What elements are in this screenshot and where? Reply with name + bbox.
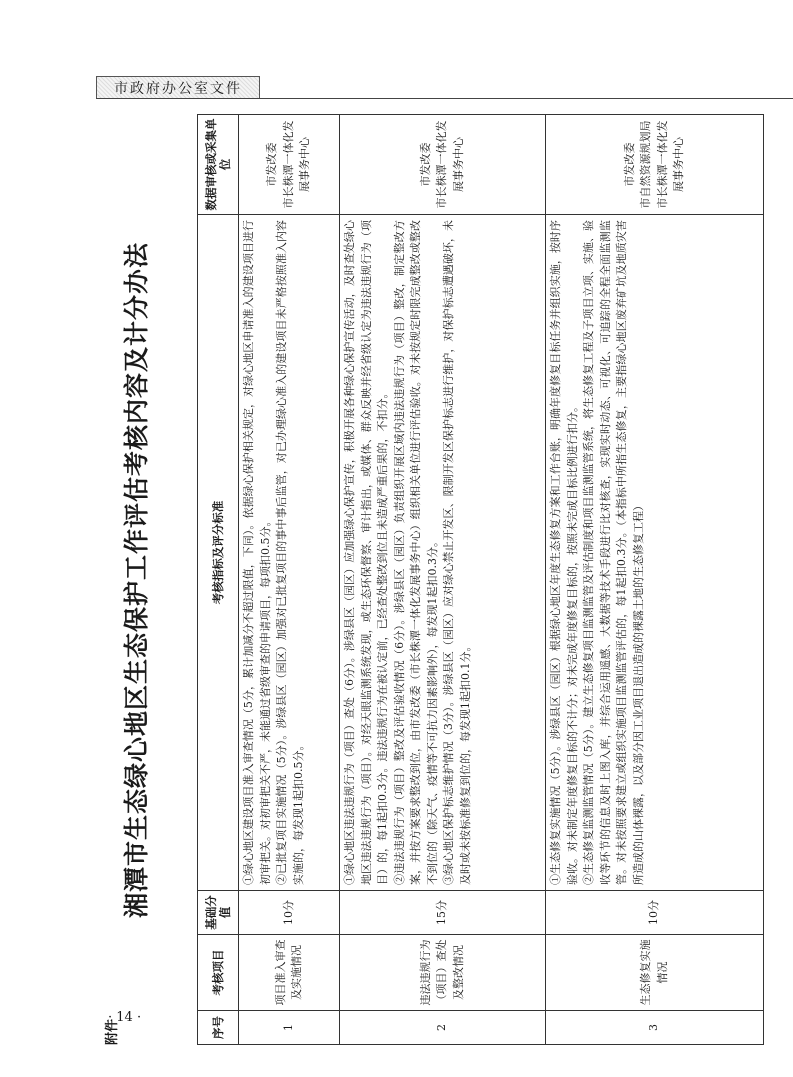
criterion-text: ②已批复项目实施情况（5分）。涉绿县区（园区）加强对已批复项目的事中事后监管，对已办理绿心准入的建设项目未严格按照准入内容实施的，每发现1起扣0.5分。 bbox=[275, 220, 305, 885]
row-unit: 市发改委 市长株潭一体化发展事务中心 bbox=[239, 115, 340, 215]
page-number: · 14 · bbox=[108, 1010, 142, 1025]
rotated-annex-page bbox=[101, 115, 713, 1045]
row-item: 项目准入审查及实施情况 bbox=[239, 935, 340, 1011]
row-item: 违法违规行为（项目）查处及整改情况 bbox=[340, 935, 546, 1011]
row-score: 10分 bbox=[546, 891, 764, 935]
header-rule bbox=[96, 98, 793, 99]
criterion-text: ①绿心地区违法违规行为（项目）查处（6分）。涉绿县区（园区）应加强绿心保护宣传，积极开展各种绿心保护宣传活动，及时查处绿心地区违法违规行为（项目）。对经天眼监测系统发现，或生态环保督察、审计指出，或媒体、群众反映并经省级认定为违法违规行为（项目）的，每1起扣0.3分。违法违规行为在被认定前，已经查处整改到位且未造成严重后果的，不扣分。 bbox=[343, 220, 389, 885]
row-criteria bbox=[340, 215, 546, 891]
criterion-text: ①绿心地区建设项目准入审查情况（5分，累计加减分不超过限值，下同）。依据绿心保护相关规定，对绿心地区申请准入的建设项目进行初审把关。对初审把关不严，未能通过省级审查的申请项目，每项扣0.5分。 bbox=[242, 220, 272, 885]
row-index: 3 bbox=[546, 1011, 764, 1045]
row-index: 1 bbox=[239, 1011, 340, 1045]
annex-label: 附件 bbox=[105, 1018, 120, 1045]
row-unit: 市发改委 市自然资源规划局 市长株潭一体化发展事务中心 bbox=[546, 115, 764, 215]
criterion-text: ②违法违规行为（项目）整改及评估验收情况（6分）。涉绿县区（园区）负责组织开展区域内违法违规行为（项目）整改，制定整改方案，并按方案要求整改到位，由市发改委（市长株潭一体化发展事务中心）组织相关单位进行评估验收。对未按规定时限完成整改或整改不到位的（除天气、疫情等不可抗力因素影响外），每发现1起扣0.3分。 bbox=[392, 220, 439, 885]
document-title: 湘潭市生态绿心地区生态保护工作评估考核内容及计分办法 bbox=[122, 242, 151, 919]
table-row bbox=[340, 115, 546, 1045]
row-criteria bbox=[546, 215, 764, 891]
table-header-row bbox=[198, 115, 239, 1045]
table-row bbox=[546, 115, 764, 1045]
row-item: 生态修复实施情况 bbox=[546, 935, 764, 1011]
header-criteria: 考核指标及评分标准 bbox=[198, 215, 239, 891]
row-score: 10分 bbox=[239, 891, 340, 935]
assessment-table bbox=[197, 114, 764, 1045]
criterion-text: ③绿心地区保护标志维护情况（3分）。涉绿县区（园区）应对绿心禁止开发区、限制开发区保护标志进行维护，对保护标志遭遇破坏，未及时或未按标准修复到位的，每发现1起扣0.1分。 bbox=[442, 220, 472, 885]
header-unit: 数据审核或采集单位 bbox=[198, 115, 239, 215]
row-unit: 市发改委 市长株潭一体化发展事务中心 bbox=[340, 115, 546, 215]
table-row bbox=[239, 115, 340, 1045]
header-index: 序号 bbox=[198, 1011, 239, 1045]
criterion-text: ②生态修复监测监管情况（5分）。建立生态修复项目监测监管及评估制度和项目监测监管系统，将生态修复工程及子项目立项、实施、验收等环节的信息及时上图入库，并综合运用遥感、大数据等技术手段进行比对核查，实现实时动态、可视化、可追踪的全程全面监测监管。对未按照要求建立或组织实施项目监测监管评估的，每1起扣0.3分。（本指标中所指生态修复，主要指绿心地区废弃矿坑及地质灾害所造成的山体裸露，以及部分因工业项目退出造成的裸露土地的生态修复工程） bbox=[582, 220, 645, 885]
row-score: 15分 bbox=[340, 891, 546, 935]
header-item: 考核项目 bbox=[198, 935, 239, 1011]
criterion-text: ①生态修复实施情况（5分）。涉绿县区（园区）根据绿心地区年度生态修复方案和工作台账，明确年度修复目标任务并组织实施，按时序验收。对未制定年度修复目标的不计分；对未完成年度修复目标的，按照未完成目标比例进行扣分。 bbox=[549, 220, 579, 885]
row-criteria bbox=[239, 215, 340, 891]
row-index: 2 bbox=[340, 1011, 546, 1045]
document-header-label: 市政府办公室文件 bbox=[96, 76, 260, 99]
header-score: 基础分值 bbox=[198, 891, 239, 935]
